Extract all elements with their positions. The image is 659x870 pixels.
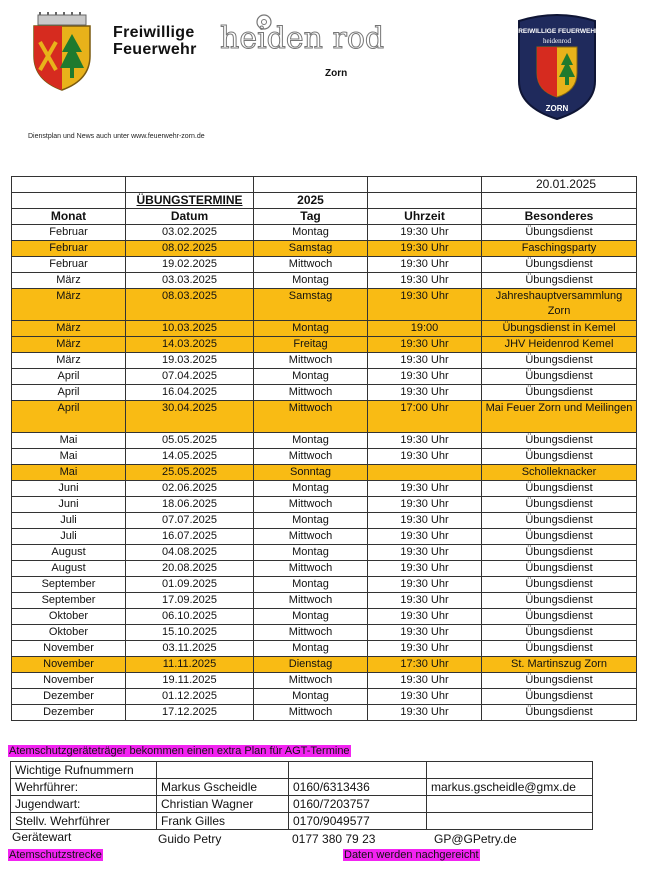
cell-note: Übungsdienst in Kemel: [482, 321, 637, 337]
cell-date: 02.06.2025: [126, 481, 254, 497]
cell-note: Übungsdienst: [482, 545, 637, 561]
title-row: [12, 193, 637, 209]
cell-date: 17.12.2025: [126, 705, 254, 721]
cell-note: Übungsdienst: [482, 513, 637, 529]
contact-phone: 0170/9049577: [289, 813, 427, 830]
cell-month: Juni: [12, 481, 126, 497]
cell-note: Übungsdienst: [482, 641, 637, 657]
schedule-row: [12, 273, 637, 289]
cell-weekday: Mittwoch: [254, 449, 368, 465]
cell-weekday: Montag: [254, 513, 368, 529]
cell-time: 19:30 Uhr: [368, 513, 482, 529]
cell-weekday: Mittwoch: [254, 385, 368, 401]
cell-weekday: Mittwoch: [254, 705, 368, 721]
cell-note: Übungsdienst: [482, 529, 637, 545]
contact-phone: 0160/6313436: [289, 779, 427, 796]
contact-row: [11, 796, 593, 813]
cell-weekday: Montag: [254, 481, 368, 497]
coat-of-arms-logo: [28, 12, 96, 92]
cell-time: 19:30 Uhr: [368, 641, 482, 657]
cell-time: 19:30 Uhr: [368, 609, 482, 625]
cell-note: Übungsdienst: [482, 497, 637, 513]
cell-month: September: [12, 593, 126, 609]
cell-time: 17:00 Uhr: [368, 401, 482, 433]
cell-date: 03.02.2025: [126, 225, 254, 241]
cell-time: 19:30 Uhr: [368, 353, 482, 369]
cell-weekday: Montag: [254, 321, 368, 337]
geraetewart-email: GP@GPetry.de: [434, 832, 517, 846]
date-stamp: 20.01.2025: [482, 177, 637, 193]
contact-email: [427, 796, 593, 813]
cell-time: 19:00: [368, 321, 482, 337]
cell-time: 19:30 Uhr: [368, 257, 482, 273]
website-note: Dienstplan und News auch unter www.feuerwehr-zorn.de: [28, 133, 205, 140]
schedule-row: [12, 705, 637, 721]
cell-note: Übungsdienst: [482, 225, 637, 241]
cell-month: Februar: [12, 225, 126, 241]
cell-weekday: Montag: [254, 369, 368, 385]
cell-weekday: Freitag: [254, 337, 368, 353]
cell-date: 16.04.2025: [126, 385, 254, 401]
cell-month: März: [12, 353, 126, 369]
cell-month: März: [12, 273, 126, 289]
cell-weekday: Mittwoch: [254, 257, 368, 273]
schedule-row: [12, 465, 637, 481]
cell-month: August: [12, 561, 126, 577]
cell-note: Übungsdienst: [482, 689, 637, 705]
cell-month: April: [12, 385, 126, 401]
schedule-row: [12, 241, 637, 257]
badge-bottom-text: ZORN: [545, 104, 569, 113]
training-schedule-table: [11, 176, 637, 721]
cell-weekday: Montag: [254, 577, 368, 593]
data-follow-note: Daten werden nachgereicht: [344, 849, 479, 861]
cell-date: 03.11.2025: [126, 641, 254, 657]
schedule-row: [12, 449, 637, 465]
letterhead: [0, 0, 659, 150]
contact-name: Christian Wagner: [157, 796, 289, 813]
heidenrod-logo-text: heiden rod: [220, 21, 385, 56]
schedule-row: [12, 577, 637, 593]
col-header-uhrzeit: Uhrzeit: [368, 209, 482, 225]
cell-month: November: [12, 673, 126, 689]
cell-note: Scholleknacker: [482, 465, 637, 481]
cell-month: Februar: [12, 257, 126, 273]
cell-month: Dezember: [12, 689, 126, 705]
cell-month: Dezember: [12, 705, 126, 721]
contact-name: Frank Gilles: [157, 813, 289, 830]
cell-note: Übungsdienst: [482, 673, 637, 689]
cell-month: Mai: [12, 433, 126, 449]
cell-note: St. Martinszug Zorn: [482, 657, 637, 673]
cell-date: 01.09.2025: [126, 577, 254, 593]
cell-time: 19:30 Uhr: [368, 625, 482, 641]
contact-role: Stellv. Wehrführer: [11, 813, 157, 830]
brand-line-1: Freiwillige: [113, 24, 195, 41]
cell-time: 19:30 Uhr: [368, 593, 482, 609]
schedule-row: [12, 545, 637, 561]
cell-date: 06.10.2025: [126, 609, 254, 625]
col-header-datum: Datum: [126, 209, 254, 225]
cell-time: 19:30 Uhr: [368, 369, 482, 385]
cell-date: 07.07.2025: [126, 513, 254, 529]
cell-weekday: Montag: [254, 225, 368, 241]
cell-month: Juli: [12, 529, 126, 545]
cell-date: 14.03.2025: [126, 337, 254, 353]
cell-month: März: [12, 337, 126, 353]
atemschutzstrecke-label: Atemschutzstrecke: [9, 849, 102, 861]
cell-time: 19:30 Uhr: [368, 673, 482, 689]
cell-weekday: Mittwoch: [254, 673, 368, 689]
col-header-monat: Monat: [12, 209, 126, 225]
cell-month: Mai: [12, 449, 126, 465]
cell-note: Faschingsparty: [482, 241, 637, 257]
cell-time: 19:30 Uhr: [368, 561, 482, 577]
schedule-row: [12, 481, 637, 497]
cell-date: 04.08.2025: [126, 545, 254, 561]
fire-brigade-badge-logo: [515, 11, 599, 121]
schedule-row: [12, 529, 637, 545]
cell-time: 19:30 Uhr: [368, 577, 482, 593]
schedule-row: [12, 289, 637, 321]
cell-note: Übungsdienst: [482, 385, 637, 401]
cell-time: [368, 465, 482, 481]
cell-note: Übungsdienst: [482, 433, 637, 449]
schedule-row: [12, 625, 637, 641]
cell-date: 19.02.2025: [126, 257, 254, 273]
cell-weekday: Mittwoch: [254, 497, 368, 513]
geraetewart-name: Guido Petry: [158, 832, 222, 846]
cell-date: 20.08.2025: [126, 561, 254, 577]
contact-role: Jugendwart:: [11, 796, 157, 813]
schedule-row: [12, 337, 637, 353]
schedule-row: [12, 641, 637, 657]
cell-month: Juni: [12, 497, 126, 513]
cell-note: Übungsdienst: [482, 609, 637, 625]
cell-weekday: Montag: [254, 273, 368, 289]
contact-role: Wehrführer:: [11, 779, 157, 796]
cell-month: Oktober: [12, 609, 126, 625]
schedule-row: [12, 401, 637, 433]
cell-note: Übungsdienst: [482, 273, 637, 289]
cell-time: 19:30 Uhr: [368, 705, 482, 721]
cell-weekday: Montag: [254, 641, 368, 657]
cell-date: 10.03.2025: [126, 321, 254, 337]
cell-note: Übungsdienst: [482, 257, 637, 273]
cell-date: 15.10.2025: [126, 625, 254, 641]
cell-weekday: Mittwoch: [254, 529, 368, 545]
cell-time: 19:30 Uhr: [368, 497, 482, 513]
cell-month: Juli: [12, 513, 126, 529]
schedule-row: [12, 225, 637, 241]
cell-month: August: [12, 545, 126, 561]
schedule-row: [12, 385, 637, 401]
cell-weekday: Samstag: [254, 289, 368, 321]
cell-month: März: [12, 289, 126, 321]
schedule-row: [12, 433, 637, 449]
badge-top-text: FREIWILLIGE FEUERWEHR: [514, 28, 600, 35]
contacts-body: [11, 762, 593, 830]
cell-note: Übungsdienst: [482, 449, 637, 465]
cell-time: 19:30 Uhr: [368, 689, 482, 705]
cell-month: April: [12, 369, 126, 385]
cell-weekday: Montag: [254, 433, 368, 449]
schedule-row: [12, 673, 637, 689]
cell-month: November: [12, 641, 126, 657]
geraetewart-phone: 0177 380 79 23: [292, 832, 376, 846]
cell-date: 30.04.2025: [126, 401, 254, 433]
geraetewart-role: Gerätewart: [12, 830, 72, 844]
schedule-row: [12, 593, 637, 609]
cell-date: 14.05.2025: [126, 449, 254, 465]
contact-row: [11, 779, 593, 796]
cell-time: 19:30 Uhr: [368, 337, 482, 353]
col-header-besonderes: Besonderes: [482, 209, 637, 225]
cell-date: 18.06.2025: [126, 497, 254, 513]
brand-zorn: Zorn: [325, 68, 348, 79]
cell-note: JHV Heidenrod Kemel: [482, 337, 637, 353]
cell-weekday: Mittwoch: [254, 625, 368, 641]
schedule-row: [12, 689, 637, 705]
cell-month: März: [12, 321, 126, 337]
schedule-row: [12, 561, 637, 577]
cell-date: 19.11.2025: [126, 673, 254, 689]
cell-month: Oktober: [12, 625, 126, 641]
cell-note: Mai Feuer Zorn und Meilingen: [482, 401, 637, 433]
cell-weekday: Mittwoch: [254, 401, 368, 433]
cell-note: Übungsdienst: [482, 577, 637, 593]
cell-time: 19:30 Uhr: [368, 449, 482, 465]
column-header-row: [12, 209, 637, 225]
col-header-tag: Tag: [254, 209, 368, 225]
contact-email: markus.gscheidle@gmx.de: [427, 779, 593, 796]
cell-date: 01.12.2025: [126, 689, 254, 705]
date-stamp-row: [12, 177, 637, 193]
cell-time: 19:30 Uhr: [368, 289, 482, 321]
schedule-body: [12, 177, 637, 721]
schedule-row: [12, 609, 637, 625]
cell-month: Februar: [12, 241, 126, 257]
contact-phone: 0160/7203757: [289, 796, 427, 813]
brand-line-2: Feuerwehr: [113, 41, 197, 58]
cell-weekday: Mittwoch: [254, 561, 368, 577]
cell-date: 03.03.2025: [126, 273, 254, 289]
contact-row: [11, 813, 593, 830]
agt-note: Atemschutzgeräteträger bekommen einen extra Plan für AGT-Termine: [9, 745, 350, 757]
cell-time: 17:30 Uhr: [368, 657, 482, 673]
cell-note: Jahreshauptversammlung Zorn: [482, 289, 637, 321]
cell-date: 11.11.2025: [126, 657, 254, 673]
table-year: 2025: [254, 193, 368, 209]
heidenrod-logo: [218, 14, 385, 78]
schedule-row: [12, 353, 637, 369]
cell-time: 19:30 Uhr: [368, 481, 482, 497]
cell-note: Übungsdienst: [482, 353, 637, 369]
table-title: ÜBUNGSTERMINE: [136, 193, 243, 207]
cell-time: 19:30 Uhr: [368, 529, 482, 545]
cell-month: September: [12, 577, 126, 593]
schedule-row: [12, 497, 637, 513]
cell-note: Übungsdienst: [482, 369, 637, 385]
cell-time: 19:30 Uhr: [368, 433, 482, 449]
cell-month: November: [12, 657, 126, 673]
cell-time: 19:30 Uhr: [368, 385, 482, 401]
cell-time: 19:30 Uhr: [368, 545, 482, 561]
cell-weekday: Montag: [254, 545, 368, 561]
cell-weekday: Montag: [254, 609, 368, 625]
cell-note: Übungsdienst: [482, 625, 637, 641]
cell-note: Übungsdienst: [482, 705, 637, 721]
cell-date: 25.05.2025: [126, 465, 254, 481]
cell-weekday: Mittwoch: [254, 593, 368, 609]
cell-date: 08.02.2025: [126, 241, 254, 257]
cell-month: Mai: [12, 465, 126, 481]
cell-weekday: Mittwoch: [254, 353, 368, 369]
cell-weekday: Samstag: [254, 241, 368, 257]
cell-time: 19:30 Uhr: [368, 225, 482, 241]
cell-note: Übungsdienst: [482, 481, 637, 497]
cell-date: 16.07.2025: [126, 529, 254, 545]
cell-month: April: [12, 401, 126, 433]
badge-mid-text: heidenrod: [543, 37, 571, 45]
cell-date: 19.03.2025: [126, 353, 254, 369]
cell-weekday: Sonntag: [254, 465, 368, 481]
schedule-row: [12, 657, 637, 673]
schedule-row: [12, 513, 637, 529]
cell-time: 19:30 Uhr: [368, 273, 482, 289]
schedule-row: [12, 369, 637, 385]
cell-note: Übungsdienst: [482, 561, 637, 577]
cell-date: 17.09.2025: [126, 593, 254, 609]
contacts-title-row: [11, 762, 593, 779]
contact-name: Markus Gscheidle: [157, 779, 289, 796]
cell-time: 19:30 Uhr: [368, 241, 482, 257]
contacts-title: Wichtige Rufnummern: [11, 762, 157, 779]
contact-email: [427, 813, 593, 830]
cell-date: 05.05.2025: [126, 433, 254, 449]
schedule-row: [12, 321, 637, 337]
cell-date: 07.04.2025: [126, 369, 254, 385]
cell-weekday: Dienstag: [254, 657, 368, 673]
contacts-table: [10, 761, 593, 830]
cell-note: Übungsdienst: [482, 593, 637, 609]
cell-weekday: Montag: [254, 689, 368, 705]
cell-date: 08.03.2025: [126, 289, 254, 321]
schedule-row: [12, 257, 637, 273]
